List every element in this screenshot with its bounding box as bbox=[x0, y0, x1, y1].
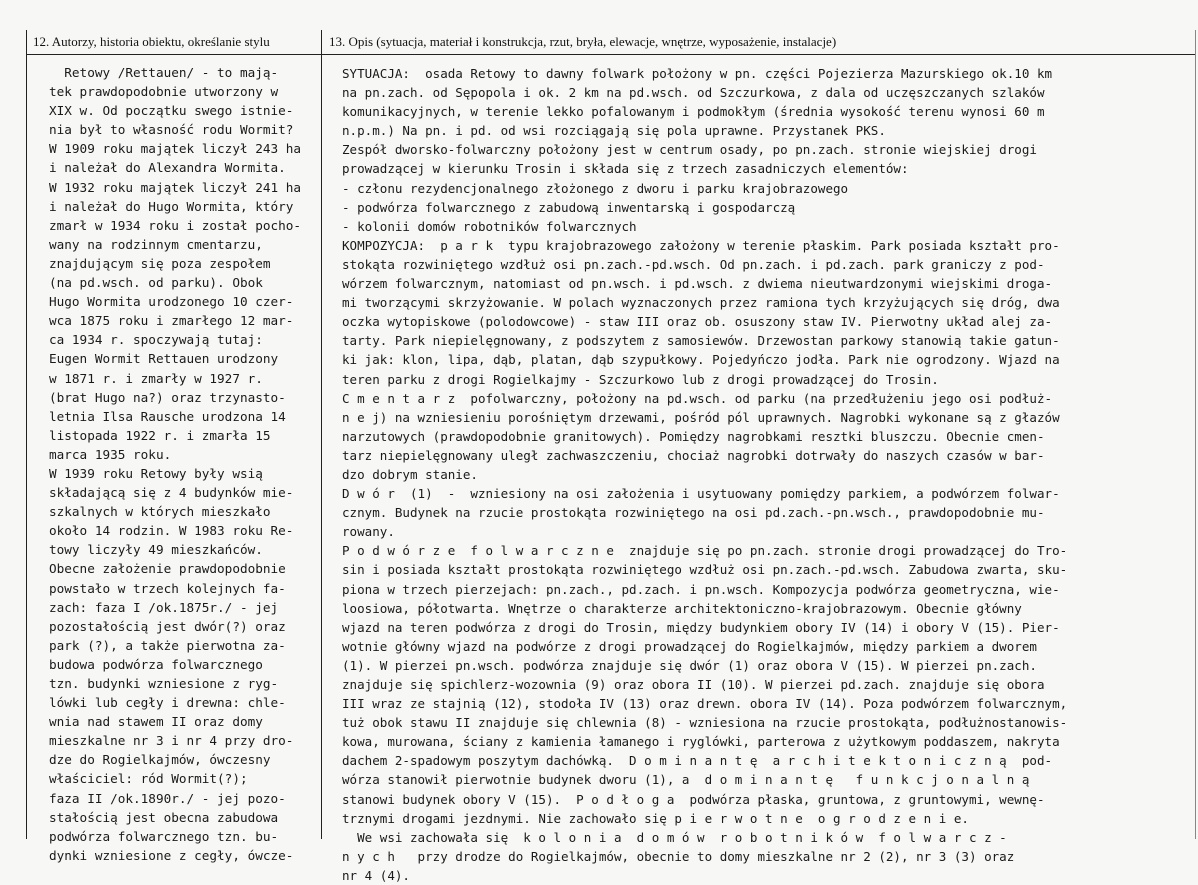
history-text-line: podwórza folwarcznego tzn. bu- bbox=[49, 828, 279, 844]
description-text-line: SYTUACJA: osada Retowy to dawny folwark położony w pn. części Pojezierza Mazurskiego ok.10 km bbox=[342, 66, 1053, 81]
description-text-line: teren parku z drogi Rogielkajmy - Szczurkowo lub z drogi prowadzącej do Trosin. bbox=[342, 371, 939, 387]
history-text-line: znajdującym się poza zespołem bbox=[49, 255, 271, 271]
description-text-line: wotnie główny wjazd na podwórze z drogi prowadzącej do Rogielkajmów, między parkiem a dworem bbox=[342, 638, 1037, 654]
description-text-line: We wsi zachowała się k o l o n i a d o m ó w r o b o t n i k ó w f o l w a r c z - bbox=[342, 829, 1007, 845]
description-text-line: wjazd na teren podwórza z drogi do Trosin, między budynkiem obory IV (14) i obory V (15). Pier- bbox=[342, 619, 1060, 635]
history-text-line: właściciel: ród Wormit(?); bbox=[49, 771, 248, 787]
history-text-line: ca 1934 r. spoczywają tutaj: bbox=[49, 332, 263, 348]
history-text-line: powstało w trzech kolejnych fa- bbox=[49, 580, 286, 596]
description-text-line: ki jak: klon, lipa, dąb, platan, dąb szypułkowy. Pojedyńczo jodła. Park nie ogrodzony. Wjazd na bbox=[342, 352, 1060, 368]
description-text-line: wórza stanowił pierwotnie budynek dworu (1), a d o m i n a n t ę f u n k c j o n a l n ą bbox=[342, 772, 1030, 788]
description-text-line: - członu rezydencjonalnego złożonego z dworu i parku krajobrazowego bbox=[342, 180, 849, 196]
history-text-line: Obecne założenie prawdopodobnie bbox=[49, 561, 286, 577]
history-text-line: W 1939 roku Retowy były wsią bbox=[49, 465, 263, 481]
history-text-line: zmarł w 1934 roku i został pocho- bbox=[49, 217, 302, 233]
history-text-line: szkalnych w których mieszkało bbox=[49, 504, 271, 520]
history-text-line: faza II /ok.1890r./ - jej pozo- bbox=[49, 790, 286, 806]
history-text-line: W 1909 roku majątek liczył 243 ha bbox=[49, 141, 302, 157]
description-text-line: trznymi drogami jezdnymi. Nie zachowało się p i e r w o t n e o g r o d z e n i e. bbox=[342, 810, 969, 826]
description-text-line: - kolonii domów robotników folwarcznych bbox=[342, 218, 637, 234]
history-text-line: XIX w. Od początku swego istnie- bbox=[49, 103, 294, 119]
section-13-heading: 13. Opis (sytuacja, materiał i konstrukcja, rzut, bryła, elewacje, wnętrze, wyposażenie, instalacje) bbox=[329, 34, 837, 49]
description-text-line: piona w trzech pierzejach: pn.zach., pd.zach. i pn.wsch. Kompozycja podwórza geometryczna, wie- bbox=[342, 581, 1060, 597]
description-text-line: prowadzącej w kierunku Trosin i składa się z trzech zasadniczych elementów: bbox=[342, 161, 909, 177]
description-text-line: D w ó r (1) - wzniesiony na osi założenia i usytuowany pomiędzy parkiem, a podwórzem folwar- bbox=[342, 486, 1060, 502]
description-text-line: C m e n t a r z pofolwarczny, położony na pd.wsch. od parku (na przedłużeniu jego osi podłuż- bbox=[342, 390, 1053, 406]
description-text-line: n y c h przy drodze do Rogielkajmów, obecnie to domy mieszkalne nr 2 (2), nr 3 (3) oraz bbox=[342, 848, 1015, 864]
description-text-line: - podwórza folwarcznego z zabudową inwentarską i gospodarczą bbox=[342, 199, 796, 215]
history-text-line: budowa podwórza folwarcznego bbox=[49, 656, 263, 672]
description-text-line: kowa, murowana, ściany z kamienia łamanego i ryglówki, parterowa z użytkowym poddaszem, nakryta bbox=[342, 734, 1060, 750]
description-text-line: oczka wytopiskowe (polodowcowe) - staw III oraz ob. osuszony staw IV. Pierwotny układ alej za- bbox=[342, 314, 1053, 330]
description-text-line: III wraz ze stajnią (12), stodoła IV (13) oraz drewn. obora IV (14). Poza podwórzem folwarcznym, bbox=[342, 696, 1068, 712]
description-text-line: loosiowa, półotwarta. Wnętrze o charakterze architektoniczno-krajobrazowym. Obecnie główny bbox=[342, 600, 1022, 616]
description-text-line: tuż obok stawu II znajduje się chlewnia (8) - wzniesiona na rzucie prostokąta, podłużnostanowis- bbox=[342, 715, 1068, 731]
history-text-line: i należał do Alexandra Wormita. bbox=[49, 160, 286, 176]
description-column bbox=[342, 64, 1067, 885]
history-text-line: towy liczyły 49 mieszkańców. bbox=[49, 542, 263, 558]
history-text-line: mieszkalne nr 3 i nr 4 przy dro- bbox=[49, 733, 294, 749]
description-text-line: n.p.m.) Na pn. i pd. od wsi rozciągają się pola uprawne. Przystanek PKS. bbox=[342, 123, 886, 139]
history-text-line: park (?), a także pierwotna za- bbox=[49, 637, 286, 653]
description-text-line: na pn.zach. od Sępopola i ok. 2 km na pd.wsch. od Szczurkowa, z dala od uczęszczanych szlaków bbox=[342, 85, 1045, 101]
column-divider bbox=[321, 30, 322, 839]
history-text-line: stałością jest obecna zabudowa bbox=[49, 809, 279, 825]
history-text-line: około 14 rodzin. W 1983 roku Re- bbox=[49, 523, 294, 539]
description-text-line: (1). W pierzei pn.wsch. podwórza znajduje się dwór (1) oraz obora V (15). W pierzei pn.zach. bbox=[342, 657, 1037, 673]
description-text-line: znajduje się spichlerz-wozownia (9) oraz obora II (10). W pierzei pd.zach. znajduje się obora bbox=[342, 677, 1045, 692]
description-text-line: wórzem folwarcznym, natomiast od pn.wsch. i pd.wsch. z dwiema nieutwardzonymi wiejskimi droga- bbox=[342, 276, 1053, 292]
history-text-line: i należał do Hugo Wormita, który bbox=[49, 198, 294, 214]
description-text-line: mi tworzącymi skrzyżowanie. W polach wyznaczonych przez ramiona tych krzyżujących się dróg, dwa bbox=[342, 295, 1060, 311]
history-text-line: listopada 1922 r. i zmarła 15 bbox=[49, 427, 271, 443]
history-text-line: wca 1875 roku i zmarłego 12 mar- bbox=[49, 313, 294, 329]
description-text-line: KOMPOZYCJA: p a r k typu krajobrazowego założony w terenie płaskim. Park posiada kształt pro- bbox=[342, 237, 1060, 253]
description-text-line: tarz niepielęgnowany uległ zachwaszczeniu, chociaż nagrobki dotrwały do naszych czasów w bar- bbox=[342, 447, 1045, 463]
description-text-line: dzo dobrym stanie. bbox=[342, 466, 478, 482]
history-text-line: Hugo Wormita urodzonego 10 czer- bbox=[49, 294, 294, 310]
history-text-line: nia był to własność rodu Wormit? bbox=[49, 122, 294, 138]
description-text-line: komunikacyjnych, w terenie lekko pofalowanym i podmokłym (średnia wysokość terenu wynosi 60 m bbox=[342, 104, 1045, 120]
history-text-line: tek prawdopodobnie utworzony w bbox=[49, 84, 279, 100]
history-text-line: pozostałością jest dwór(?) oraz bbox=[49, 618, 286, 634]
history-text-line: dze do Rogielkajmów, ówczesny bbox=[49, 752, 271, 768]
history-text-line: składającą się z 4 budynków mie- bbox=[49, 485, 294, 501]
description-text-line: n e j) na wzniesieniu porośniętym drzewami, pośród pól uprawnych. Nagrobki wykonane są z głazów bbox=[342, 409, 1060, 425]
description-text-line: stokąta rozwiniętego wzdłuż osi pn.zach.-pd.wsch. Od pn.zach. i pd.zach. park graniczy z pod- bbox=[342, 256, 1045, 272]
description-text-line: cznym. Budynek na rzucie prostokąta rozwiniętego na osi pd.zach.-pn.wsch., prawdopodobnie mu- bbox=[342, 505, 1045, 521]
history-text-line: marca 1935 roku. bbox=[49, 446, 172, 462]
history-text-line: tzn. budynki wzniesione z ryg- bbox=[49, 676, 279, 691]
header-rule bbox=[26, 54, 1195, 55]
history-text-line: Eugen Wormit Rettauen urodzony bbox=[49, 351, 279, 367]
left-border bbox=[26, 30, 27, 839]
section-12-heading: 12. Autorzy, historia obiektu, określanie stylu bbox=[33, 34, 270, 49]
history-text-line: lówki lub cegły i drewna: chle- bbox=[49, 695, 286, 711]
history-text-line: Retowy /Rettauen/ - to mają- bbox=[49, 65, 279, 80]
history-column bbox=[49, 63, 301, 865]
history-text-line: wany na rodzinnym cmentarzu, bbox=[49, 236, 263, 252]
history-text-line: W 1932 roku majątek liczył 241 ha bbox=[49, 179, 302, 195]
history-text-line: zach: faza I /ok.1875r./ - jej bbox=[49, 599, 279, 615]
description-text-line: Zespół dworsko-folwarczny położony jest w centrum osady, po pn.zach. stronie wiejskiej drogi bbox=[342, 142, 1037, 158]
history-text-line: (na pd.wsch. od parku). Obok bbox=[49, 275, 263, 291]
description-text-line: rowany. bbox=[342, 524, 395, 540]
description-text-line: tarty. Park niepielęgnowany, z podszytem z samosiewów. Drzewostan parkowy stanowią takie gatun- bbox=[342, 333, 1060, 349]
description-text-line: narzutowych (prawdopodobnie granitowych). Pomiędzy nagrobkami resztki bluszczu. Obecnie cmen- bbox=[342, 428, 1045, 444]
description-text-line: stanowi budynek obory V (15). P o d ł o g a podwórza płaska, gruntowa, z gruntowymi, wewnę- bbox=[342, 791, 1045, 807]
history-text-line: wnia nad stawem II oraz domy bbox=[49, 714, 263, 730]
history-text-line: dynki wzniesione z cegły, ówcze- bbox=[49, 847, 294, 863]
description-text-line: sin i posiada kształt prostokąta rozwiniętego wzdłuż osi pn.zach.-pd.wsch. Zabudowa zwarta, sku- bbox=[342, 562, 1068, 578]
description-text-line: P o d w ó r z e f o l w a r c z n e znajduje się po pn.zach. stronie drogi prowadzącej do Tro- bbox=[342, 543, 1068, 559]
description-text-line: nr 4 (4). bbox=[342, 867, 410, 883]
right-border bbox=[1195, 30, 1196, 839]
history-text-line: w 1871 r. i zmarły w 1927 r. bbox=[49, 370, 263, 386]
history-text-line: (brat Hugo na?) oraz trzynasto- bbox=[49, 389, 286, 405]
description-text-line: dachem 2-spadowym poszytym dachówką. D o m i n a n t ę a r c h i t e k t o n i c z n ą pod- bbox=[342, 753, 1053, 769]
history-text-line: letnia Ilsa Rausche urodzona 14 bbox=[49, 408, 286, 424]
